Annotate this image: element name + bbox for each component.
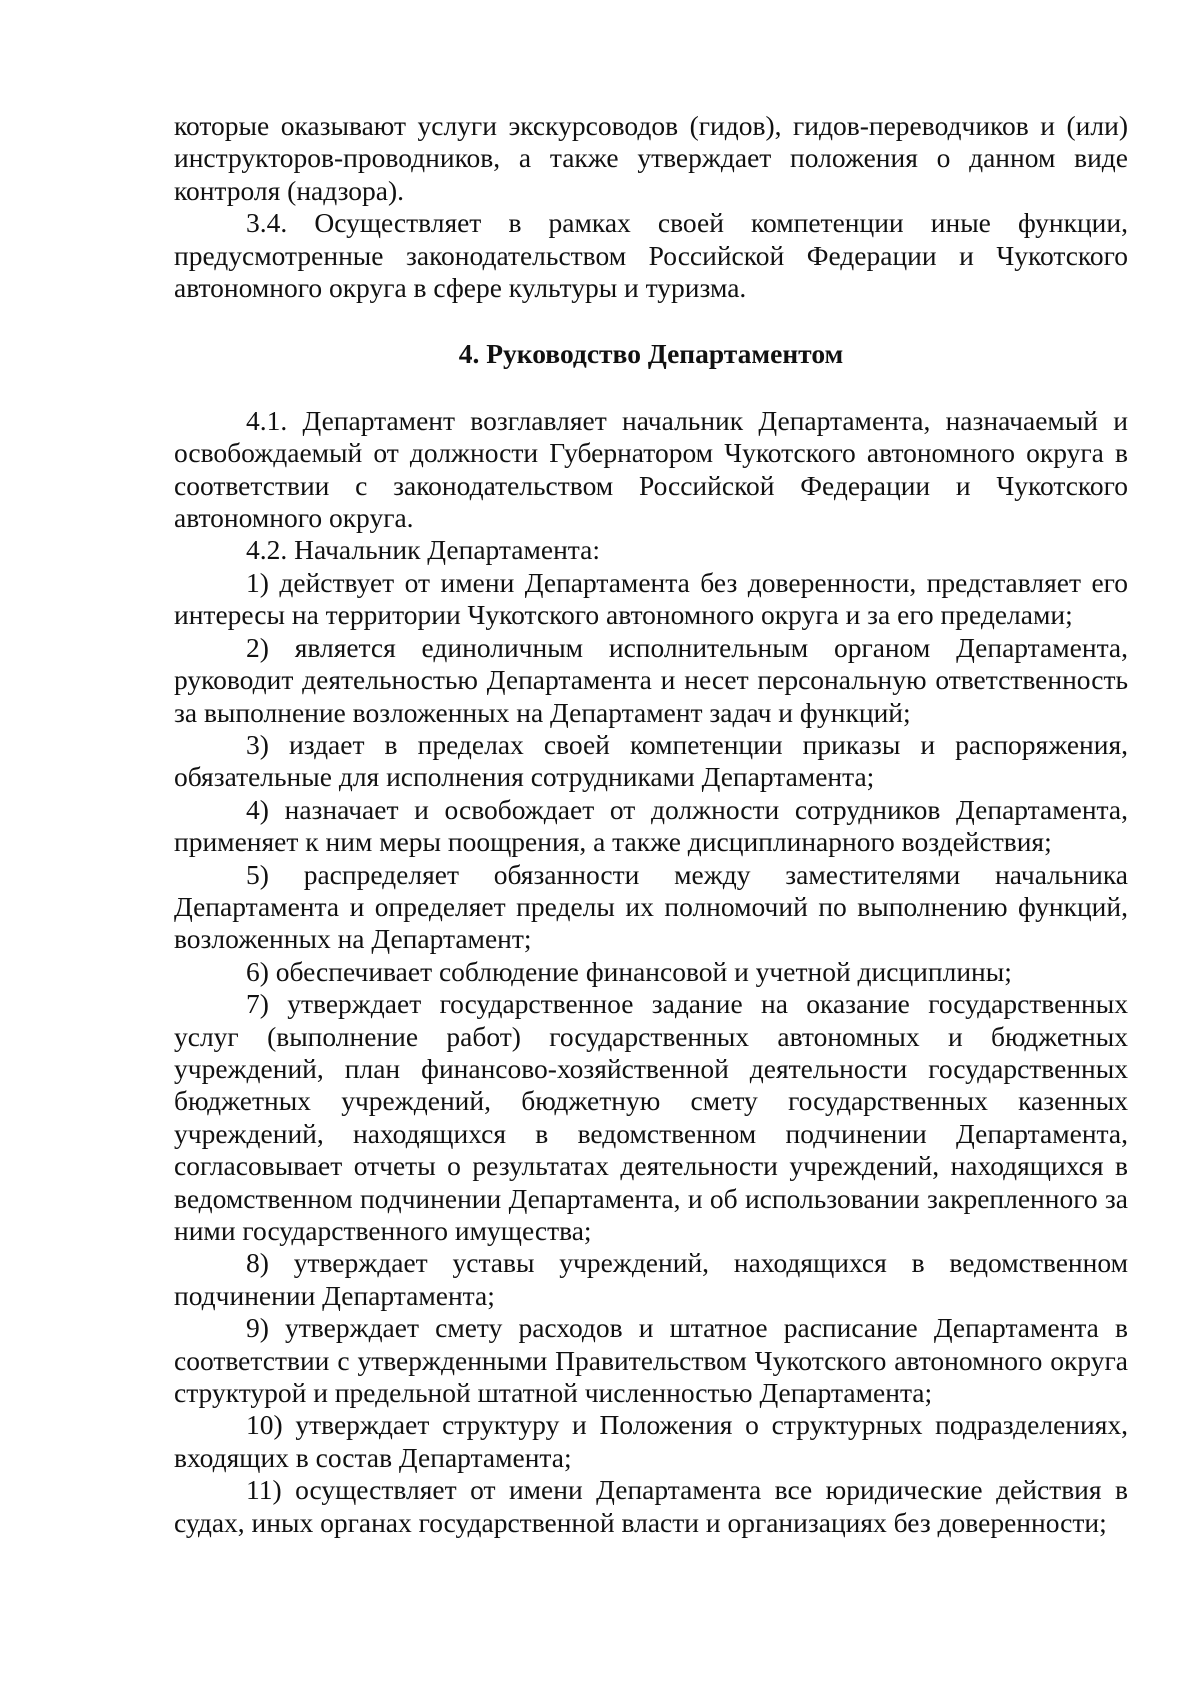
list-item: 11) осуществляет от имени Департамента все юридические действия в судах, иных органах государственной власти и организациях без доверенности; [174,1474,1128,1538]
spacer [174,304,1128,338]
list-item: 1) действует от имени Департамента без доверенности, представляет его интересы на территории Чукотского автономного округа и за его пределами; [174,566,1128,631]
list-item: 8) утверждает уставы учреждений, находящихся в ведомственном подчинении Департамента; [174,1247,1128,1311]
list-item: 2) является единоличным исполнительным органом Департамента, руководит деятельностью Департамента и несет персональную ответственность за выполнение возложенных на Департамент задач и функций; [174,631,1128,728]
list-item: 3) издает в пределах своей компетенции приказы и распоряжения, обязательные для исполнения сотрудниками Департамента; [174,728,1128,793]
document-page [174,110,1128,1539]
list-item: 5) распределяет обязанности между заместителями начальника Департамента и определяет пределы их полномочий по выполнению функций, возложенных на Департамент; [174,858,1128,955]
list-item: 4) назначает и освобождает от должности сотрудников Департамента, применяет к ним меры поощрения, а также дисциплинарного воздействия; [174,793,1128,858]
list-item: 6) обеспечивает соблюдение финансовой и учетной дисциплины; [246,955,1012,987]
paragraph-3-4: 3.4. Осуществляет в рамках своей компетенции иные функции, предусмотренные законодательством Российской Федерации и Чукотского автономного округа в сфере культуры и туризма. [174,207,1128,304]
paragraph-4-2: 4.2. Начальник Департамента: [246,534,600,566]
spacer [174,371,1128,405]
list-item: 9) утверждает смету расходов и штатное расписание Департамента в соответствии с утвержденными Правительством Чукотского автономного округа структурой и предельной штатной численностью Департамента; [174,1312,1128,1409]
paragraph-4-1: 4.1. Департамент возглавляет начальник Департамента, назначаемый и освобождаемый от должности Губернатором Чукотского автономного округа в соответствии с законодательством Российской Федерации и Чукотского автономного округа. [174,404,1128,534]
paragraph-continuation: которые оказывают услуги экскурсоводов (гидов), гидов-переводчиков и (или) инструкторов-проводников, а также утверждает положения о данном виде контроля (надзора). [174,110,1128,206]
section-heading: 4. Руководство Департаментом [458,338,844,370]
list-item: 10) утверждает структуру и Положения о структурных подразделениях, входящих в состав Департамента; [174,1409,1128,1473]
list-item: 7) утверждает государственное задание на оказание государственных услуг (выполнение работ) государственных автономных и бюджетных учреждений, план финансово-хозяйственной деятельности государственных бюджетных учреждений, бюджетную смету государственных казенных учреждений, находящихся в ведомственном подчинении Департамента, согласовывает отчеты о результатах деятельности учреждений, находящихся в ведомственном подчинении Департамента, и об использовании закрепленного за ними государственного имущества; [174,988,1128,1246]
